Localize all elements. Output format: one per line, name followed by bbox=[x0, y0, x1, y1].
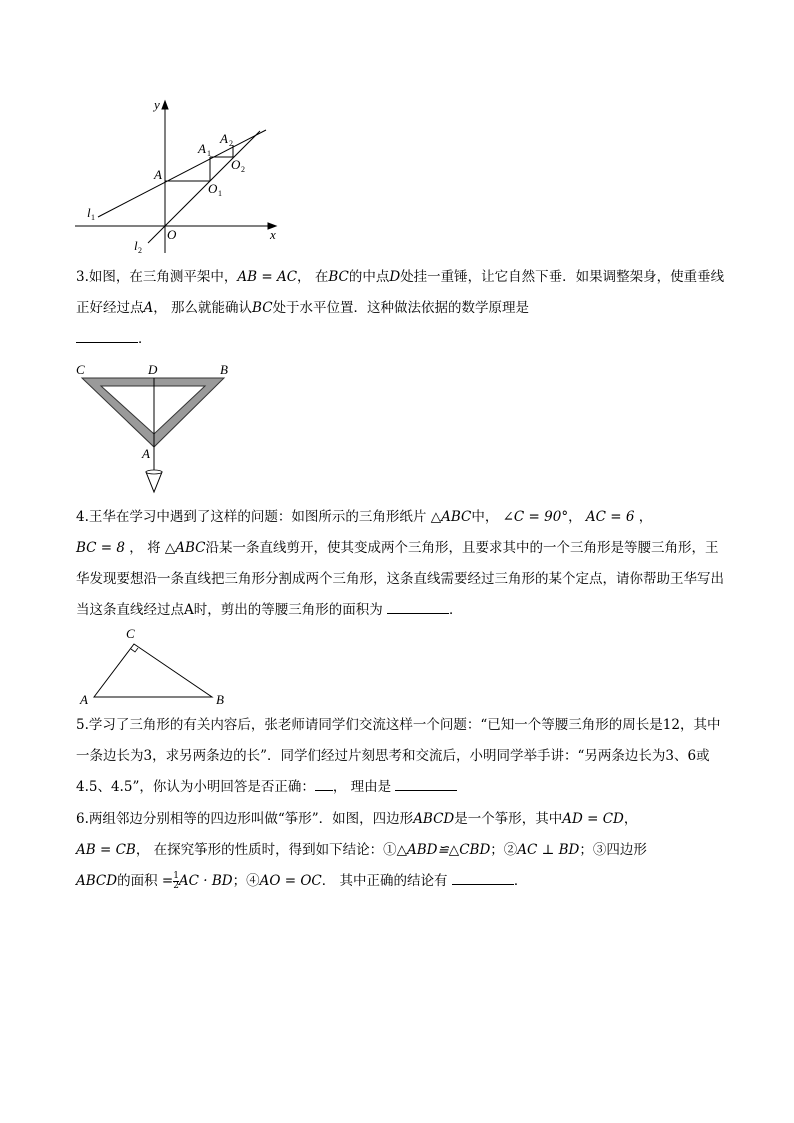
label-A1: A bbox=[198, 141, 206, 156]
label-A2-sub: 2 bbox=[229, 139, 233, 148]
right-angle-mark bbox=[131, 648, 138, 652]
plumb-bob-top bbox=[146, 470, 162, 474]
figure-right-triangle bbox=[74, 622, 239, 712]
label-B: B bbox=[220, 362, 228, 377]
label-O2-sub: 2 bbox=[241, 165, 245, 174]
question-5: 5.学习了三角形的有关内容后，张老师请同学们交流这样一个问题：“已知一个等腰三角形的周长是12，其中一条边长为3，求另两条边的长”．同学们经过片刻思考和交流后，小明同学举手讲：“另两条边长为3、6或4.5、4.5”，你认为小明回答是否正确： ， 理由是 bbox=[76, 717, 721, 795]
triangle bbox=[94, 644, 212, 697]
answer-blank-q5-a[interactable] bbox=[315, 776, 333, 791]
label-O2: O bbox=[231, 157, 241, 172]
answer-blank-q5-b[interactable] bbox=[395, 776, 457, 791]
y-axis-arrow bbox=[162, 101, 168, 109]
answer-blank-q3[interactable] bbox=[76, 328, 138, 343]
label-A: A bbox=[142, 446, 150, 461]
question-4: 4.王华在学习中遇到了这样的问题：如图所示的三角形纸片 △ABC中， ∠C = 90°， AC = 6 ， BC = 8 ， 将 △ABC沿某一条直线剪开，使其变成两个三角形，且要求其中的一个三角形是等腰三角形，王华发现要想沿一条直线把三角形分割成两个三角形，这条直线需要经过三角形的某个定点，请你帮助王华写出当这条直线经过点A时，剪出的等腰三角形的面积为 ． bbox=[76, 509, 724, 618]
label-l1: l bbox=[87, 205, 91, 220]
label-l1-sub: 1 bbox=[91, 213, 95, 222]
label-A1-sub: 1 bbox=[207, 149, 211, 158]
label-A: A bbox=[154, 167, 162, 182]
figure-level-frame bbox=[74, 362, 234, 497]
question-3: 3.如图，在三角测平架中，AB = AC， 在BC的中点D处挂一重锤，让它自然下垂．如果调整架身，使重垂线正好经过点A， 那么就能确认BC处于水平位置．这种做法依据的数学原理是 ． bbox=[76, 269, 725, 347]
label-C: C bbox=[76, 362, 85, 377]
label-C: C bbox=[126, 626, 135, 641]
label-l2-sub: 2 bbox=[138, 246, 142, 255]
label-l2: l bbox=[134, 238, 138, 253]
label-B: B bbox=[216, 692, 224, 707]
label-A2: A bbox=[220, 131, 228, 146]
label-D: D bbox=[148, 362, 158, 377]
label-O1: O bbox=[208, 181, 218, 196]
figure-coordinate-diagram bbox=[70, 95, 290, 260]
label-O: O bbox=[167, 227, 177, 242]
answer-blank-q4[interactable] bbox=[387, 599, 449, 614]
label-x: x bbox=[270, 227, 276, 242]
plumb-bob bbox=[146, 472, 162, 492]
label-A: A bbox=[80, 692, 88, 707]
question-6: 6.两组邻边分别相等的四边形叫做“筝形”．如图，四边形ABCD是一个筝形，其中AD = CD， AB = CB， 在探究筝形的性质时，得到如下结论：①△ABD≌△CBD；②AC ⊥ BD；③四边形 ABCD的面积 = $\frac{1}{2}$ AC · BD；④AO = OC． 其中正确的结论有 ． bbox=[76, 811, 647, 891]
label-y: y bbox=[154, 97, 160, 112]
answer-blank-q6[interactable] bbox=[452, 870, 514, 885]
fraction-one-half: $\frac{1}{2}$ bbox=[173, 871, 179, 891]
label-O1-sub: 1 bbox=[218, 189, 222, 198]
